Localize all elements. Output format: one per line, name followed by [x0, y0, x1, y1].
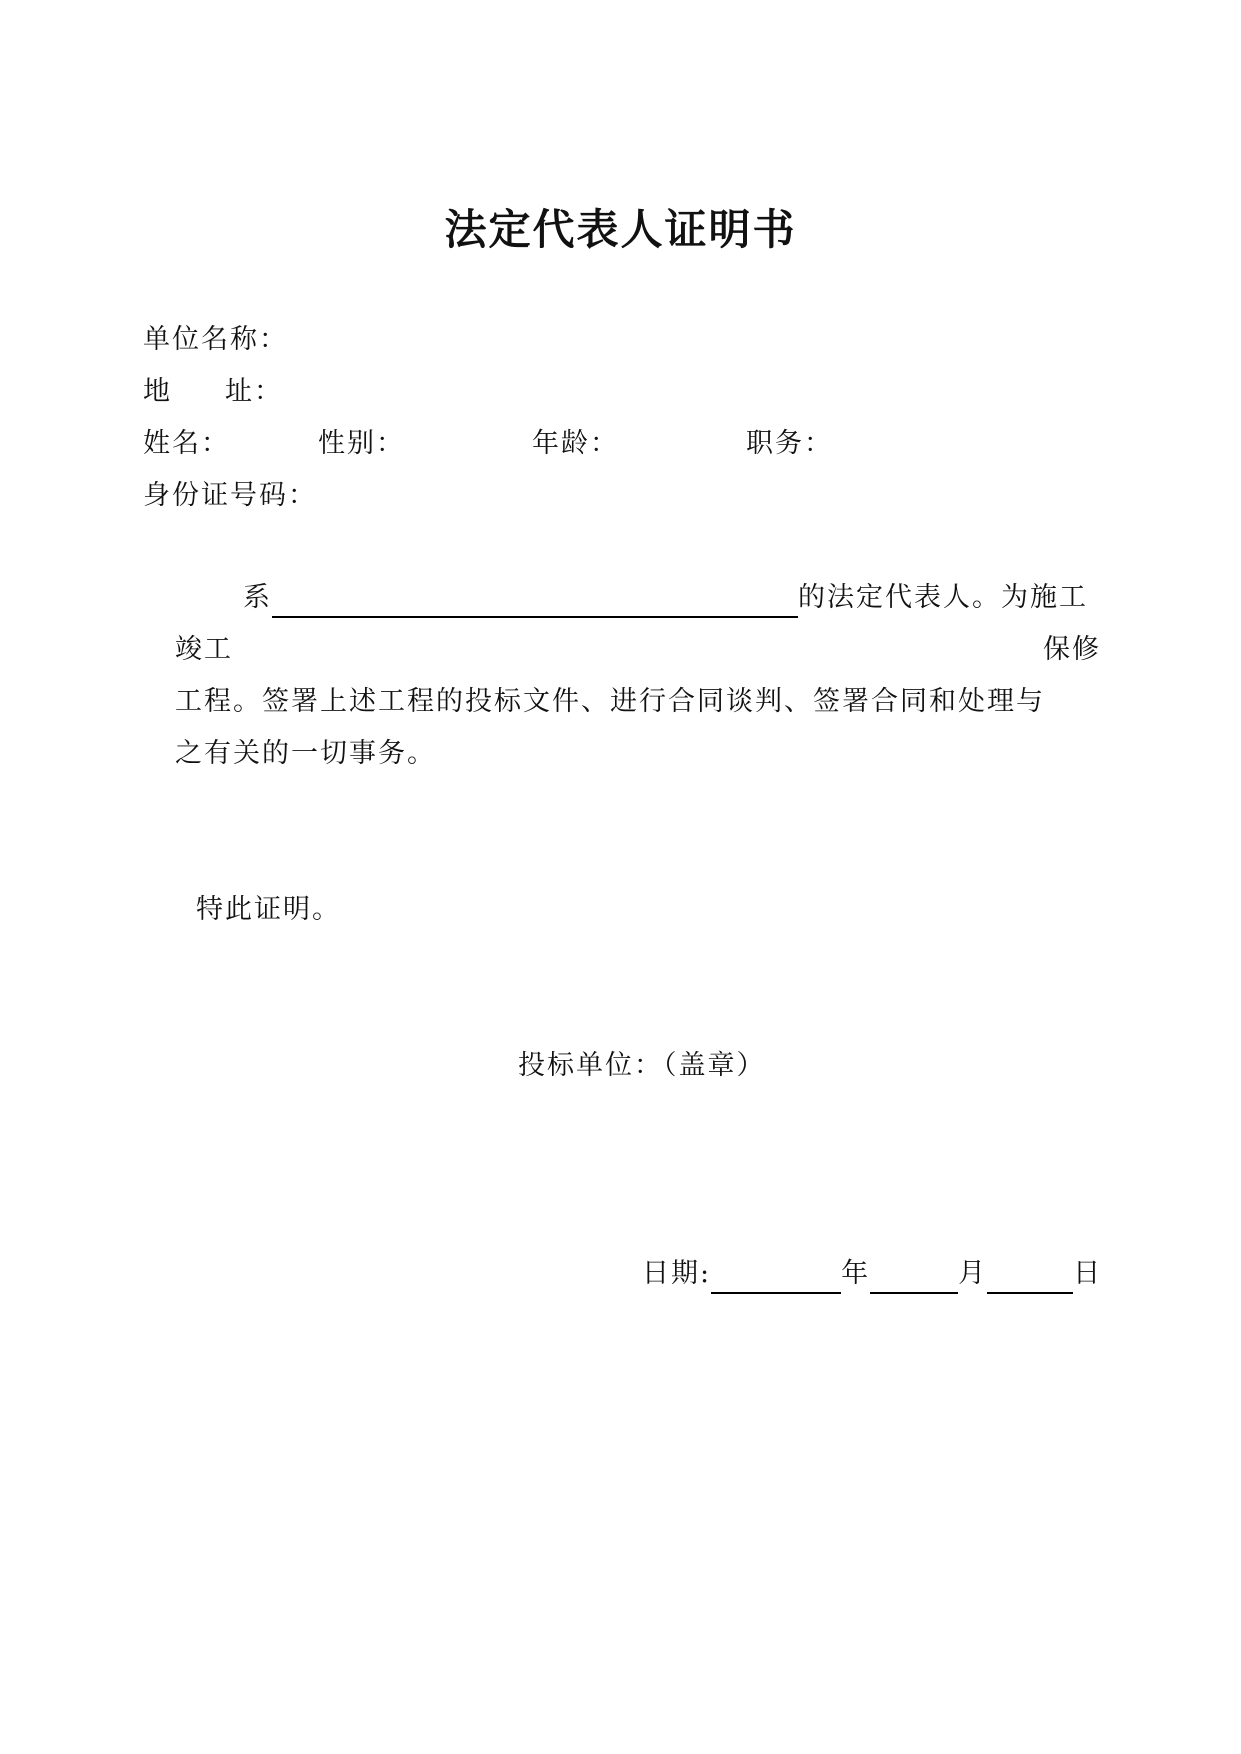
blank-day	[987, 1258, 1073, 1294]
age-label: 年龄：	[532, 428, 619, 459]
date-line	[642, 1254, 1102, 1294]
body-line-3: 工程。签署上述工程的投标文件、进行合同谈判、签署合同和处理与	[175, 686, 1045, 717]
name-label: 姓名：	[143, 428, 230, 459]
body-prefix: 系	[243, 582, 272, 613]
gender-label: 性别：	[318, 428, 405, 459]
position-label: 职务：	[746, 428, 833, 459]
blank-month	[870, 1258, 958, 1294]
address-label-part1: 地	[143, 376, 172, 407]
year-label: 年	[841, 1258, 871, 1289]
blank-year	[711, 1258, 841, 1294]
document-title: 法定代表人证明书	[444, 205, 797, 254]
body-line-4: 之有关的一切事务。	[175, 738, 436, 769]
body-line-2-left: 竣工	[175, 634, 233, 665]
blank-company-line	[272, 582, 798, 618]
date-label: 日期:	[642, 1258, 712, 1289]
month-label: 月	[958, 1258, 988, 1289]
unit-name-label: 单位名称：	[143, 324, 288, 355]
address-label-part2: 址：	[225, 376, 283, 407]
body-line-2-right: 保修	[1043, 634, 1101, 665]
body-suffix: 的法定代表人。为施工	[798, 582, 1088, 613]
day-label: 日	[1073, 1258, 1103, 1289]
bidder-seal-label: 投标单位：（盖章）	[518, 1050, 766, 1081]
id-number-label: 身份证号码：	[143, 480, 317, 511]
body-line-1	[243, 578, 1088, 618]
certify-statement: 特此证明。	[196, 894, 341, 925]
